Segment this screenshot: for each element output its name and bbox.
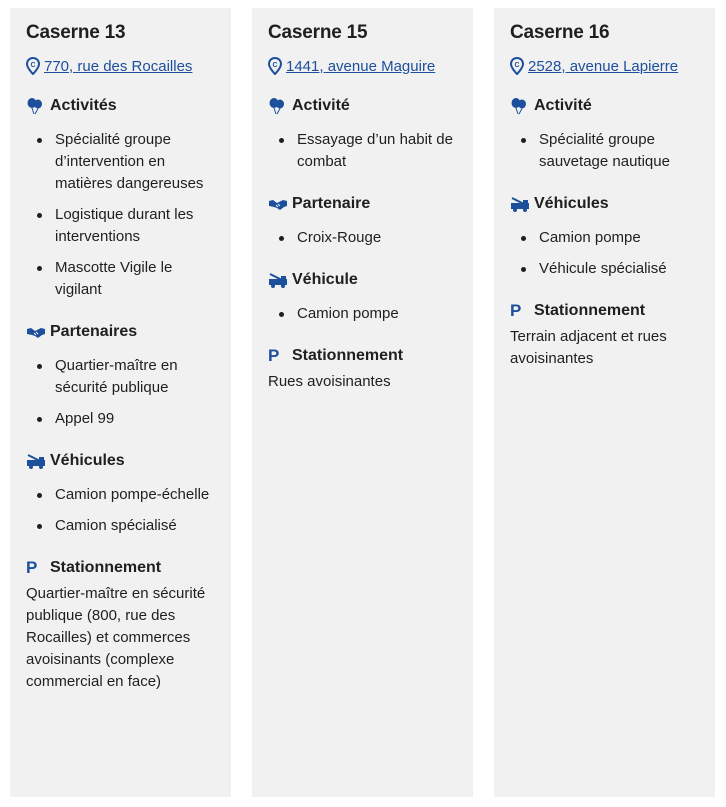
address-link[interactable]: 1441, avenue Maguire xyxy=(286,57,436,75)
parking-icon: P xyxy=(510,301,522,320)
activities-heading xyxy=(510,97,699,115)
list-item: Camion spécialisé xyxy=(55,515,215,537)
partners-heading xyxy=(268,195,457,213)
balloons-icon xyxy=(26,97,46,115)
list-item: Appel 99 xyxy=(55,408,215,430)
card-title: Caserne 16 xyxy=(510,22,610,43)
vehicles-heading-text: Véhicules xyxy=(534,195,609,212)
activities-heading xyxy=(26,97,215,115)
activities-heading-text: Activité xyxy=(534,97,592,114)
card-title: Caserne 15 xyxy=(268,22,368,43)
list-item: Camion pompe xyxy=(539,227,699,249)
svg-text:C: C xyxy=(30,62,36,69)
vehicles-heading-text: Véhicules xyxy=(50,452,125,469)
list-item: Mascotte Vigile le vigilant xyxy=(55,257,215,301)
partners-list xyxy=(268,227,457,249)
map-pin-icon xyxy=(268,57,282,75)
activities-list xyxy=(268,129,457,173)
svg-text:C: C xyxy=(272,62,278,69)
activities-heading-text: Activité xyxy=(292,97,350,114)
card-caserne-16 xyxy=(494,8,715,797)
vehicles-heading xyxy=(510,195,699,213)
parking-text: Rues avoisinantes xyxy=(268,373,391,390)
map-pin-icon xyxy=(26,57,40,75)
activities-heading xyxy=(268,97,457,115)
parking-heading-text: Stationnement xyxy=(292,347,404,364)
address-link[interactable]: 2528, avenue Lapierre xyxy=(528,57,679,75)
list-item: Spécialité groupe sauvetage nautique xyxy=(539,129,699,173)
vehicles-list xyxy=(268,303,457,325)
partners-heading xyxy=(26,323,215,341)
vehicles-heading-text: Véhicule xyxy=(292,271,358,288)
partners-list xyxy=(26,355,215,430)
card-caserne-15 xyxy=(252,8,473,797)
activities-list xyxy=(26,129,215,301)
parking-text: Terrain adjacent et rues avoisinantes xyxy=(510,328,667,367)
fire-truck-icon xyxy=(26,452,46,470)
partners-heading-text: Partenaire xyxy=(292,195,371,212)
parking-text: Quartier-maître en sécurité publique (800, rue des Rocailles) et commerces avoisinants (complexe commercial en face) xyxy=(26,585,206,690)
list-item: Camion pompe-échelle xyxy=(55,484,215,506)
list-item: Logistique durant les interventions xyxy=(55,204,215,248)
vehicles-list xyxy=(26,484,215,537)
activities-heading-text: Activités xyxy=(50,97,117,114)
balloons-icon xyxy=(268,97,288,115)
address-row xyxy=(268,57,457,75)
card-caserne-13 xyxy=(10,8,231,797)
map-pin-icon xyxy=(510,57,524,75)
parking-heading-text: Stationnement xyxy=(50,559,162,576)
parking-icon: P xyxy=(26,558,38,577)
fire-truck-icon xyxy=(510,195,530,213)
activities-list xyxy=(510,129,699,173)
list-item: Véhicule spécialisé xyxy=(539,258,699,280)
vehicles-heading xyxy=(26,452,215,470)
list-item: Spécialité groupe d’intervention en matières dangereuses xyxy=(55,129,215,195)
list-item: Essayage d’un habit de combat xyxy=(297,129,457,173)
address-row xyxy=(510,57,699,75)
balloons-icon xyxy=(510,97,530,115)
vehicles-heading xyxy=(268,271,457,289)
address-link[interactable]: 770, rue des Rocailles xyxy=(44,57,193,75)
parking-heading-text: Stationnement xyxy=(534,302,646,319)
parking-icon: P xyxy=(268,346,280,365)
fire-truck-icon xyxy=(268,271,288,289)
parking-heading xyxy=(26,559,215,577)
handshake-icon xyxy=(268,195,288,213)
parking-heading xyxy=(268,347,457,365)
svg-text:C: C xyxy=(514,62,520,69)
vehicles-list xyxy=(510,227,699,280)
handshake-icon xyxy=(26,323,46,341)
card-title: Caserne 13 xyxy=(26,22,126,43)
list-item: Camion pompe xyxy=(297,303,457,325)
parking-heading xyxy=(510,302,699,320)
address-row xyxy=(26,57,215,75)
list-item: Quartier-maître en sécurité publique xyxy=(55,355,215,399)
list-item: Croix-Rouge xyxy=(297,227,457,249)
partners-heading-text: Partenaires xyxy=(50,323,138,340)
